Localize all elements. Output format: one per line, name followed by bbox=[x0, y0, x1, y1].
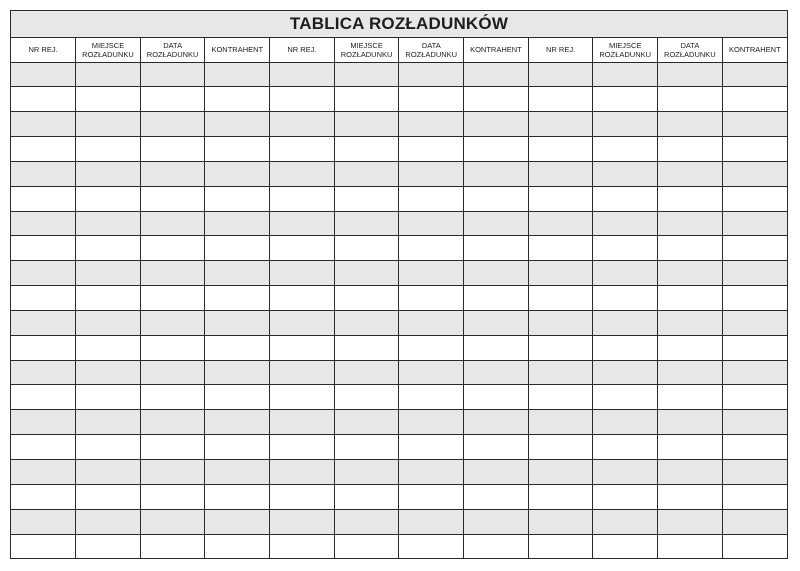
header-row bbox=[11, 38, 787, 62]
table-cell[interactable] bbox=[399, 161, 464, 186]
table-row bbox=[11, 410, 787, 435]
table-cell[interactable] bbox=[528, 360, 593, 385]
table-cell[interactable] bbox=[76, 137, 141, 162]
table-cell[interactable] bbox=[399, 186, 464, 211]
table-cell[interactable] bbox=[528, 286, 593, 311]
table-cell[interactable] bbox=[722, 509, 787, 534]
column-header-kontrahent bbox=[464, 38, 529, 62]
table-cell[interactable] bbox=[140, 186, 205, 211]
table-cell[interactable] bbox=[140, 310, 205, 335]
table-cell[interactable] bbox=[722, 137, 787, 162]
table-cell[interactable] bbox=[722, 310, 787, 335]
table-cell[interactable] bbox=[270, 211, 335, 236]
table-cell[interactable] bbox=[76, 161, 141, 186]
table-cell[interactable] bbox=[399, 385, 464, 410]
table-cell[interactable] bbox=[11, 211, 76, 236]
header-label: MIEJSCE ROZŁADUNKU bbox=[340, 40, 393, 59]
table-cell[interactable] bbox=[334, 360, 399, 385]
table-cell[interactable] bbox=[76, 236, 141, 261]
table-cell[interactable] bbox=[399, 310, 464, 335]
table-row bbox=[11, 137, 787, 162]
table-cell[interactable] bbox=[11, 87, 76, 112]
column-header-miejsce bbox=[76, 38, 141, 62]
table-cell[interactable] bbox=[528, 310, 593, 335]
table-cell[interactable] bbox=[464, 310, 529, 335]
table-cell[interactable] bbox=[270, 360, 335, 385]
table-cell[interactable] bbox=[270, 435, 335, 460]
table-cell[interactable] bbox=[722, 534, 787, 559]
table-cell[interactable] bbox=[658, 385, 723, 410]
table-cell[interactable] bbox=[593, 435, 658, 460]
table-cell[interactable] bbox=[528, 335, 593, 360]
table-cell[interactable] bbox=[140, 360, 205, 385]
table-row bbox=[11, 534, 787, 559]
table-cell[interactable] bbox=[464, 335, 529, 360]
column-header-data bbox=[658, 38, 723, 62]
table-cell[interactable] bbox=[464, 161, 529, 186]
table-cell[interactable] bbox=[528, 236, 593, 261]
table-cell[interactable] bbox=[658, 62, 723, 87]
unloading-table bbox=[11, 38, 787, 559]
table-cell[interactable] bbox=[722, 360, 787, 385]
header-label: DATA ROZŁADUNKU bbox=[405, 40, 458, 59]
table-cell[interactable] bbox=[11, 410, 76, 435]
table-cell[interactable] bbox=[593, 211, 658, 236]
header-label: NR REJ. bbox=[287, 45, 317, 55]
table-cell[interactable] bbox=[593, 261, 658, 286]
table-cell[interactable] bbox=[76, 460, 141, 485]
table-cell[interactable] bbox=[593, 509, 658, 534]
table-row bbox=[11, 186, 787, 211]
table-cell[interactable] bbox=[399, 112, 464, 137]
table-cell[interactable] bbox=[722, 385, 787, 410]
table-cell[interactable] bbox=[658, 360, 723, 385]
column-header-miejsce bbox=[593, 38, 658, 62]
table-cell[interactable] bbox=[11, 385, 76, 410]
table-cell[interactable] bbox=[722, 261, 787, 286]
table-cell[interactable] bbox=[11, 460, 76, 485]
table-row bbox=[11, 87, 787, 112]
table-cell[interactable] bbox=[528, 186, 593, 211]
table-cell[interactable] bbox=[658, 161, 723, 186]
table-cell[interactable] bbox=[722, 435, 787, 460]
table-cell[interactable] bbox=[334, 161, 399, 186]
table-cell[interactable] bbox=[270, 410, 335, 435]
table-cell[interactable] bbox=[11, 112, 76, 137]
table-cell[interactable] bbox=[76, 435, 141, 460]
table-cell[interactable] bbox=[334, 410, 399, 435]
table-row bbox=[11, 62, 787, 87]
table-cell[interactable] bbox=[140, 385, 205, 410]
table-cell[interactable] bbox=[334, 534, 399, 559]
table-cell[interactable] bbox=[270, 335, 335, 360]
table-cell[interactable] bbox=[593, 335, 658, 360]
column-header-data bbox=[399, 38, 464, 62]
table-cell[interactable] bbox=[464, 385, 529, 410]
header-label: KONTRAHENT bbox=[729, 45, 781, 55]
column-header-nr-rej bbox=[528, 38, 593, 62]
table-row bbox=[11, 236, 787, 261]
table-cell[interactable] bbox=[205, 509, 270, 534]
table-cell[interactable] bbox=[399, 410, 464, 435]
table-cell[interactable] bbox=[270, 385, 335, 410]
table-cell[interactable] bbox=[528, 137, 593, 162]
table-cell[interactable] bbox=[270, 236, 335, 261]
table-cell[interactable] bbox=[205, 335, 270, 360]
table-cell[interactable] bbox=[140, 112, 205, 137]
table-cell[interactable] bbox=[334, 261, 399, 286]
table-cell[interactable] bbox=[11, 484, 76, 509]
table-cell[interactable] bbox=[76, 261, 141, 286]
table-cell[interactable] bbox=[658, 261, 723, 286]
table-cell[interactable] bbox=[205, 484, 270, 509]
table-row bbox=[11, 112, 787, 137]
table-cell[interactable] bbox=[76, 286, 141, 311]
table-cell[interactable] bbox=[270, 509, 335, 534]
column-header-nr-rej bbox=[270, 38, 335, 62]
table-cell[interactable] bbox=[464, 460, 529, 485]
table-cell[interactable] bbox=[76, 534, 141, 559]
table-cell[interactable] bbox=[593, 236, 658, 261]
table-cell[interactable] bbox=[205, 186, 270, 211]
table-cell[interactable] bbox=[464, 286, 529, 311]
table-cell[interactable] bbox=[205, 62, 270, 87]
table-cell[interactable] bbox=[528, 484, 593, 509]
table-cell[interactable] bbox=[205, 87, 270, 112]
table-cell[interactable] bbox=[140, 236, 205, 261]
table-cell[interactable] bbox=[722, 161, 787, 186]
table-cell[interactable] bbox=[464, 87, 529, 112]
table-cell[interactable] bbox=[658, 509, 723, 534]
table-row bbox=[11, 385, 787, 410]
table-cell[interactable] bbox=[270, 310, 335, 335]
table-cell[interactable] bbox=[205, 211, 270, 236]
table-cell[interactable] bbox=[658, 211, 723, 236]
table-cell[interactable] bbox=[270, 112, 335, 137]
table-cell[interactable] bbox=[76, 211, 141, 236]
table-cell[interactable] bbox=[270, 460, 335, 485]
table-cell[interactable] bbox=[399, 460, 464, 485]
table-cell[interactable] bbox=[11, 186, 76, 211]
table-cell[interactable] bbox=[205, 460, 270, 485]
table-cell[interactable] bbox=[722, 87, 787, 112]
table-cell[interactable] bbox=[76, 335, 141, 360]
table-cell[interactable] bbox=[11, 261, 76, 286]
header-label: NR REJ. bbox=[28, 45, 58, 55]
table-cell[interactable] bbox=[658, 87, 723, 112]
table-cell[interactable] bbox=[528, 435, 593, 460]
table-cell[interactable] bbox=[593, 87, 658, 112]
table-cell[interactable] bbox=[140, 286, 205, 311]
table-row bbox=[11, 460, 787, 485]
header-label: KONTRAHENT bbox=[211, 45, 264, 55]
table-cell[interactable] bbox=[658, 186, 723, 211]
table-cell[interactable] bbox=[334, 87, 399, 112]
column-header-miejsce bbox=[334, 38, 399, 62]
table-cell[interactable] bbox=[205, 534, 270, 559]
table-cell[interactable] bbox=[270, 137, 335, 162]
table-cell[interactable] bbox=[140, 335, 205, 360]
table-cell[interactable] bbox=[334, 112, 399, 137]
table-cell[interactable] bbox=[464, 534, 529, 559]
table-row bbox=[11, 435, 787, 460]
table-cell[interactable] bbox=[399, 360, 464, 385]
table-cell[interactable] bbox=[399, 87, 464, 112]
table-cell[interactable] bbox=[11, 286, 76, 311]
table-cell[interactable] bbox=[140, 410, 205, 435]
table-cell[interactable] bbox=[593, 161, 658, 186]
table-cell[interactable] bbox=[658, 236, 723, 261]
table-cell[interactable] bbox=[205, 435, 270, 460]
table-cell[interactable] bbox=[658, 310, 723, 335]
table-cell[interactable] bbox=[658, 484, 723, 509]
table-cell[interactable] bbox=[593, 410, 658, 435]
table-cell[interactable] bbox=[464, 137, 529, 162]
table-cell[interactable] bbox=[658, 435, 723, 460]
table-cell[interactable] bbox=[722, 186, 787, 211]
table-cell[interactable] bbox=[334, 509, 399, 534]
table-cell[interactable] bbox=[593, 137, 658, 162]
table-cell[interactable] bbox=[399, 261, 464, 286]
table-cell[interactable] bbox=[399, 211, 464, 236]
table-cell[interactable] bbox=[76, 112, 141, 137]
table-cell[interactable] bbox=[464, 410, 529, 435]
table-cell[interactable] bbox=[722, 62, 787, 87]
header-label: DATA ROZŁADUNKU bbox=[146, 40, 199, 59]
table-cell[interactable] bbox=[140, 484, 205, 509]
table-cell[interactable] bbox=[11, 236, 76, 261]
table-cell[interactable] bbox=[270, 286, 335, 311]
table-cell[interactable] bbox=[334, 435, 399, 460]
table-cell[interactable] bbox=[399, 236, 464, 261]
table-row bbox=[11, 161, 787, 186]
table-cell[interactable] bbox=[205, 310, 270, 335]
table-cell[interactable] bbox=[593, 112, 658, 137]
table-cell[interactable] bbox=[140, 62, 205, 87]
table-cell[interactable] bbox=[593, 460, 658, 485]
table-cell[interactable] bbox=[722, 236, 787, 261]
unloading-board bbox=[10, 10, 788, 559]
header-label: DATA ROZŁADUNKU bbox=[664, 40, 716, 59]
table-cell[interactable] bbox=[76, 509, 141, 534]
table-cell[interactable] bbox=[334, 62, 399, 87]
header-label: MIEJSCE ROZŁADUNKU bbox=[82, 40, 134, 59]
table-cell[interactable] bbox=[270, 62, 335, 87]
table-cell[interactable] bbox=[140, 211, 205, 236]
table-cell[interactable] bbox=[140, 534, 205, 559]
table-row bbox=[11, 509, 787, 534]
table-cell[interactable] bbox=[140, 261, 205, 286]
table-cell[interactable] bbox=[205, 385, 270, 410]
table-cell[interactable] bbox=[593, 534, 658, 559]
table-cell[interactable] bbox=[334, 236, 399, 261]
table-cell[interactable] bbox=[76, 385, 141, 410]
table-cell[interactable] bbox=[11, 62, 76, 87]
table-cell[interactable] bbox=[593, 286, 658, 311]
table-cell[interactable] bbox=[76, 360, 141, 385]
table-row bbox=[11, 310, 787, 335]
table-cell[interactable] bbox=[334, 460, 399, 485]
table-body bbox=[11, 62, 787, 559]
table-cell[interactable] bbox=[334, 286, 399, 311]
table-cell[interactable] bbox=[270, 484, 335, 509]
table-cell[interactable] bbox=[722, 211, 787, 236]
table-cell[interactable] bbox=[593, 186, 658, 211]
table-cell[interactable] bbox=[722, 460, 787, 485]
table-cell[interactable] bbox=[722, 335, 787, 360]
table-cell[interactable] bbox=[658, 335, 723, 360]
table-cell[interactable] bbox=[399, 286, 464, 311]
table-cell[interactable] bbox=[334, 186, 399, 211]
header-label: MIEJSCE ROZŁADUNKU bbox=[599, 40, 652, 59]
table-cell[interactable] bbox=[334, 137, 399, 162]
table-cell[interactable] bbox=[464, 236, 529, 261]
table-row bbox=[11, 261, 787, 286]
table-cell[interactable] bbox=[464, 484, 529, 509]
table-cell[interactable] bbox=[528, 87, 593, 112]
table-cell[interactable] bbox=[399, 484, 464, 509]
table-cell[interactable] bbox=[464, 435, 529, 460]
header-label: NR REJ. bbox=[545, 45, 576, 55]
table-cell[interactable] bbox=[593, 310, 658, 335]
table-cell[interactable] bbox=[270, 87, 335, 112]
table-cell[interactable] bbox=[464, 211, 529, 236]
table-cell[interactable] bbox=[76, 87, 141, 112]
table-cell[interactable] bbox=[140, 137, 205, 162]
table-cell[interactable] bbox=[399, 62, 464, 87]
table-cell[interactable] bbox=[528, 385, 593, 410]
table-cell[interactable] bbox=[334, 310, 399, 335]
table-cell[interactable] bbox=[528, 460, 593, 485]
table-cell[interactable] bbox=[11, 310, 76, 335]
table-cell[interactable] bbox=[76, 186, 141, 211]
table-cell[interactable] bbox=[205, 261, 270, 286]
table-cell[interactable] bbox=[658, 460, 723, 485]
table-cell[interactable] bbox=[140, 435, 205, 460]
table-cell[interactable] bbox=[399, 534, 464, 559]
table-cell[interactable] bbox=[722, 286, 787, 311]
table-cell[interactable] bbox=[11, 534, 76, 559]
table-cell[interactable] bbox=[399, 137, 464, 162]
table-cell[interactable] bbox=[464, 261, 529, 286]
header-label: KONTRAHENT bbox=[470, 45, 522, 55]
table-cell[interactable] bbox=[528, 509, 593, 534]
table-cell[interactable] bbox=[334, 385, 399, 410]
table-cell[interactable] bbox=[205, 137, 270, 162]
table-cell[interactable] bbox=[528, 161, 593, 186]
table-cell[interactable] bbox=[140, 509, 205, 534]
table-cell[interactable] bbox=[593, 484, 658, 509]
table-cell[interactable] bbox=[528, 410, 593, 435]
table-row bbox=[11, 286, 787, 311]
table-cell[interactable] bbox=[593, 385, 658, 410]
table-cell[interactable] bbox=[528, 112, 593, 137]
table-cell[interactable] bbox=[11, 335, 76, 360]
table-cell[interactable] bbox=[399, 335, 464, 360]
table-cell[interactable] bbox=[334, 211, 399, 236]
board-title: TABLICA ROZŁADUNKÓW bbox=[11, 11, 787, 38]
table-cell[interactable] bbox=[593, 62, 658, 87]
table-cell[interactable] bbox=[205, 410, 270, 435]
table-cell[interactable] bbox=[11, 161, 76, 186]
table-cell[interactable] bbox=[722, 484, 787, 509]
table-cell[interactable] bbox=[11, 435, 76, 460]
table-cell[interactable] bbox=[464, 62, 529, 87]
table-cell[interactable] bbox=[464, 360, 529, 385]
table-row bbox=[11, 335, 787, 360]
table-cell[interactable] bbox=[270, 534, 335, 559]
table-cell[interactable] bbox=[334, 335, 399, 360]
table-cell[interactable] bbox=[464, 112, 529, 137]
table-cell[interactable] bbox=[205, 112, 270, 137]
column-header-data bbox=[140, 38, 205, 62]
table-cell[interactable] bbox=[658, 286, 723, 311]
table-cell[interactable] bbox=[270, 161, 335, 186]
table-cell[interactable] bbox=[76, 410, 141, 435]
table-cell[interactable] bbox=[205, 286, 270, 311]
table-cell[interactable] bbox=[658, 137, 723, 162]
table-cell[interactable] bbox=[205, 360, 270, 385]
table-cell[interactable] bbox=[399, 435, 464, 460]
table-cell[interactable] bbox=[205, 236, 270, 261]
table-cell[interactable] bbox=[76, 484, 141, 509]
table-cell[interactable] bbox=[464, 509, 529, 534]
table-cell[interactable] bbox=[140, 87, 205, 112]
table-cell[interactable] bbox=[11, 137, 76, 162]
table-cell[interactable] bbox=[11, 360, 76, 385]
table-cell[interactable] bbox=[76, 62, 141, 87]
table-row bbox=[11, 484, 787, 509]
table-cell[interactable] bbox=[658, 112, 723, 137]
table-cell[interactable] bbox=[205, 161, 270, 186]
table-cell[interactable] bbox=[658, 410, 723, 435]
table-cell[interactable] bbox=[528, 211, 593, 236]
table-cell[interactable] bbox=[722, 410, 787, 435]
table-cell[interactable] bbox=[464, 186, 529, 211]
column-header-kontrahent bbox=[722, 38, 787, 62]
table-cell[interactable] bbox=[528, 62, 593, 87]
table-cell[interactable] bbox=[140, 460, 205, 485]
table-cell[interactable] bbox=[528, 261, 593, 286]
table-cell[interactable] bbox=[528, 534, 593, 559]
table-cell[interactable] bbox=[140, 161, 205, 186]
table-cell[interactable] bbox=[334, 484, 399, 509]
table-cell[interactable] bbox=[270, 186, 335, 211]
table-cell[interactable] bbox=[76, 310, 141, 335]
table-row bbox=[11, 211, 787, 236]
column-header-nr-rej bbox=[11, 38, 76, 62]
table-cell[interactable] bbox=[593, 360, 658, 385]
table-cell[interactable] bbox=[11, 509, 76, 534]
table-cell[interactable] bbox=[658, 534, 723, 559]
table-cell[interactable] bbox=[270, 261, 335, 286]
table-cell[interactable] bbox=[399, 509, 464, 534]
table-row bbox=[11, 360, 787, 385]
column-header-kontrahent bbox=[205, 38, 270, 62]
table-cell[interactable] bbox=[722, 112, 787, 137]
